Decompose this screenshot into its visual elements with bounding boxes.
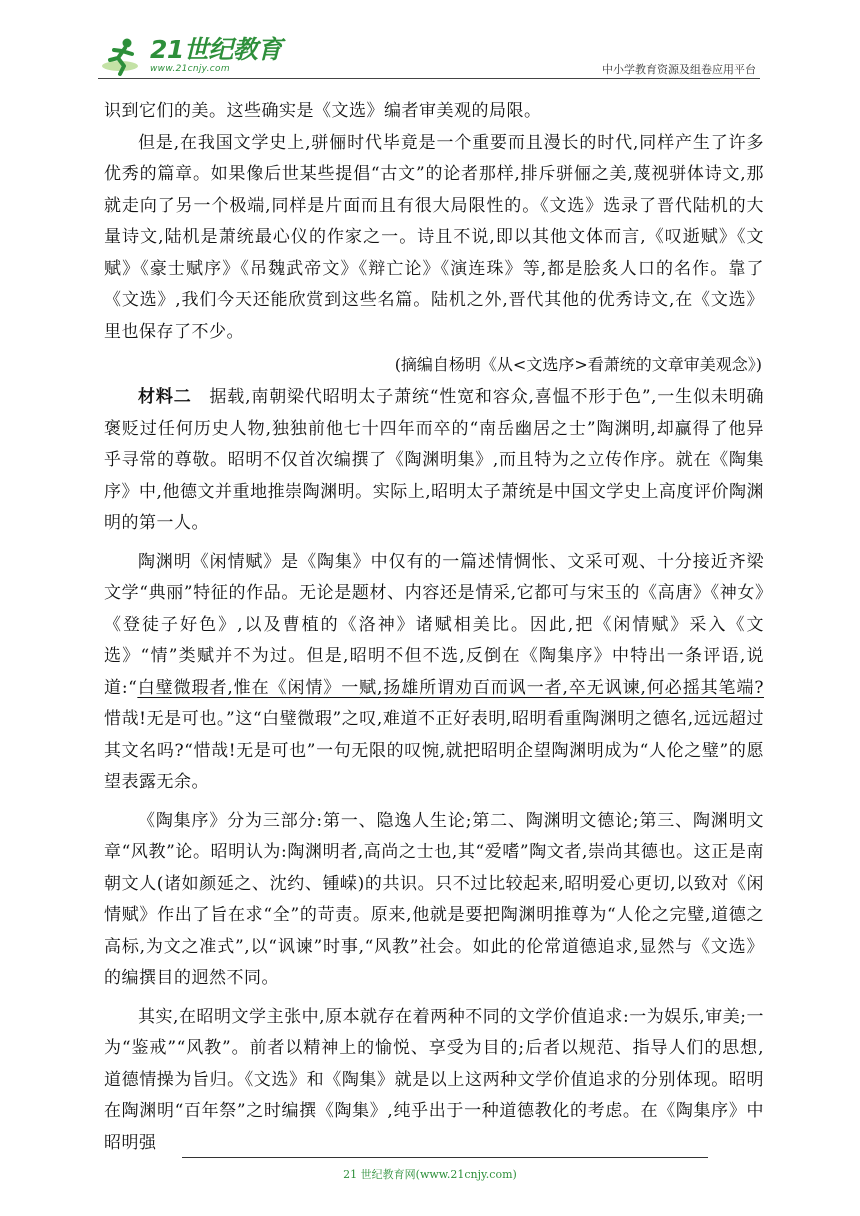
article-body (104, 96, 764, 1159)
page-header (0, 0, 860, 82)
paragraph-2: 但是,在我国文学史上,骈俪时代毕竟是一个重要而且漫长的时代,同样产生了许多优秀的篇章。如果像后世某些提倡“古文”的论者那样,排斥骈俪之美,蔑视骈体诗文,那就走向了另一个极端,同样是片面而且有很大局限性的。《文选》选录了晋代陆机的大量诗文,陆机是萧统最心仪的作家之一。诗且不说,即以其他文体而言,《叹逝赋》《文赋》《豪士赋序》《吊魏武帝文》《辩亡论》《演连珠》等,都是脍炙人口的名作。靠了《文选》,我们今天还能欣赏到这些名篇。陆机之外,晋代其他的优秀诗文,在《文选》里也保存了不少。 (104, 132, 764, 342)
paragraph-4-part-a: 陶渊明《闲情赋》是《陶集》中仅有的一篇述情惆怅、文采可观、十分接近齐梁文学“典丽”特征的作品。无论是题材、内容还是情采,它都可与宋玉的《高唐》《神女》《登徒子好色》,以及曹植的《洛神》诸赋相美比。因此,把《闲情赋》采入《文选》“情”类赋并不为过。但是,昭明不但不选,反倒在《陶集序》中特出一条评语,说道:“ (104, 551, 764, 698)
paragraph-5: 《陶集序》分为三部分:第一、隐逸人生论;第二、陶渊明文德论;第三、陶渊明文章“风教”论。昭明认为:陶渊明者,高尚之士也,其“爱嗜”陶文者,崇尚其德也。这正是南朝文人(诸如颜延之、沈约、锺嵘)的共识。只不过比较起来,昭明爱心更切,以致对《闲情赋》作出了旨在求“全”的苛责。原来,他就是要把陶渊明推尊为“人伦之完璧,道德之高标,为文之准式”,以“讽谏”时事,“风教”社会。如此的伦常道德追求,显然与《文选》的编撰目的迥然不同。 (104, 810, 764, 988)
source-citation: (摘编自杨明《从<文选序>看萧统的文章审美观念》) (394, 355, 762, 374)
footer-divider (182, 1157, 708, 1158)
material-2-text: 据载,南朝梁代昭明太子萧统“性宽和容众,喜愠不形于色”,一生似未明确褒贬过任何历史人物,独独前他七十四年而卒的“南岳幽居之士”陶渊明,却赢得了他异乎寻常的尊敬。昭明不仅首次编撰了《陶渊明集》,而且特为之立传作序。就在《陶集序》中,他德文并重地推崇陶渊明。实际上,昭明太子萧统是中国文学史上高度评价陶渊明的第一人。 (104, 387, 765, 533)
logo-url: www.21cnjy.com (150, 64, 230, 74)
material-2-paragraph (104, 382, 764, 540)
platform-title: 中小学教育资源及组卷应用平台 (602, 63, 756, 76)
paragraph-4 (104, 547, 764, 799)
paragraph-4-part-b: 惜哉!无是可也。”这“白璧微瑕”之叹,难道不正好表明,昭明看重陶渊明之德名,远远超过其文名吗?“惜哉!无是可也”一句无限的叹惋,就把昭明企望陶渊明成为“人伦之璧”的愿望表露无余。 (104, 709, 764, 792)
paragraph-6: 其实,在昭明文学主张中,原本就存在着两种不同的文学价值追求:一为娱乐,审美;一为“鉴戒”“风教”。前者以精神上的愉悦、享受为目的;后者以规范、指导人们的思想,道德情操为旨归。《文选》和《陶集》就是以上这两种文学价值追求的分别体现。昭明在陶渊明“百年祭”之时编撰《陶集》,纯乎出于一种道德教化的考虑。在《陶集序》中昭明强 (104, 1006, 764, 1153)
paragraph-1: 识到它们的美。这些确实是《文选》编者审美观的局限。 (104, 101, 542, 121)
page-footer: 21 世纪教育网(www.21cnjy.com) (343, 1168, 517, 1181)
header-divider (98, 78, 760, 79)
material-2-label: 材料二 (138, 387, 192, 407)
logo-text: 21世纪教育 (150, 35, 282, 64)
underlined-quote: 白璧微瑕者,惟在《闲情》一赋,扬雄所谓劝百而讽一者,卒无讽谏,何必摇其笔端? (137, 677, 764, 698)
